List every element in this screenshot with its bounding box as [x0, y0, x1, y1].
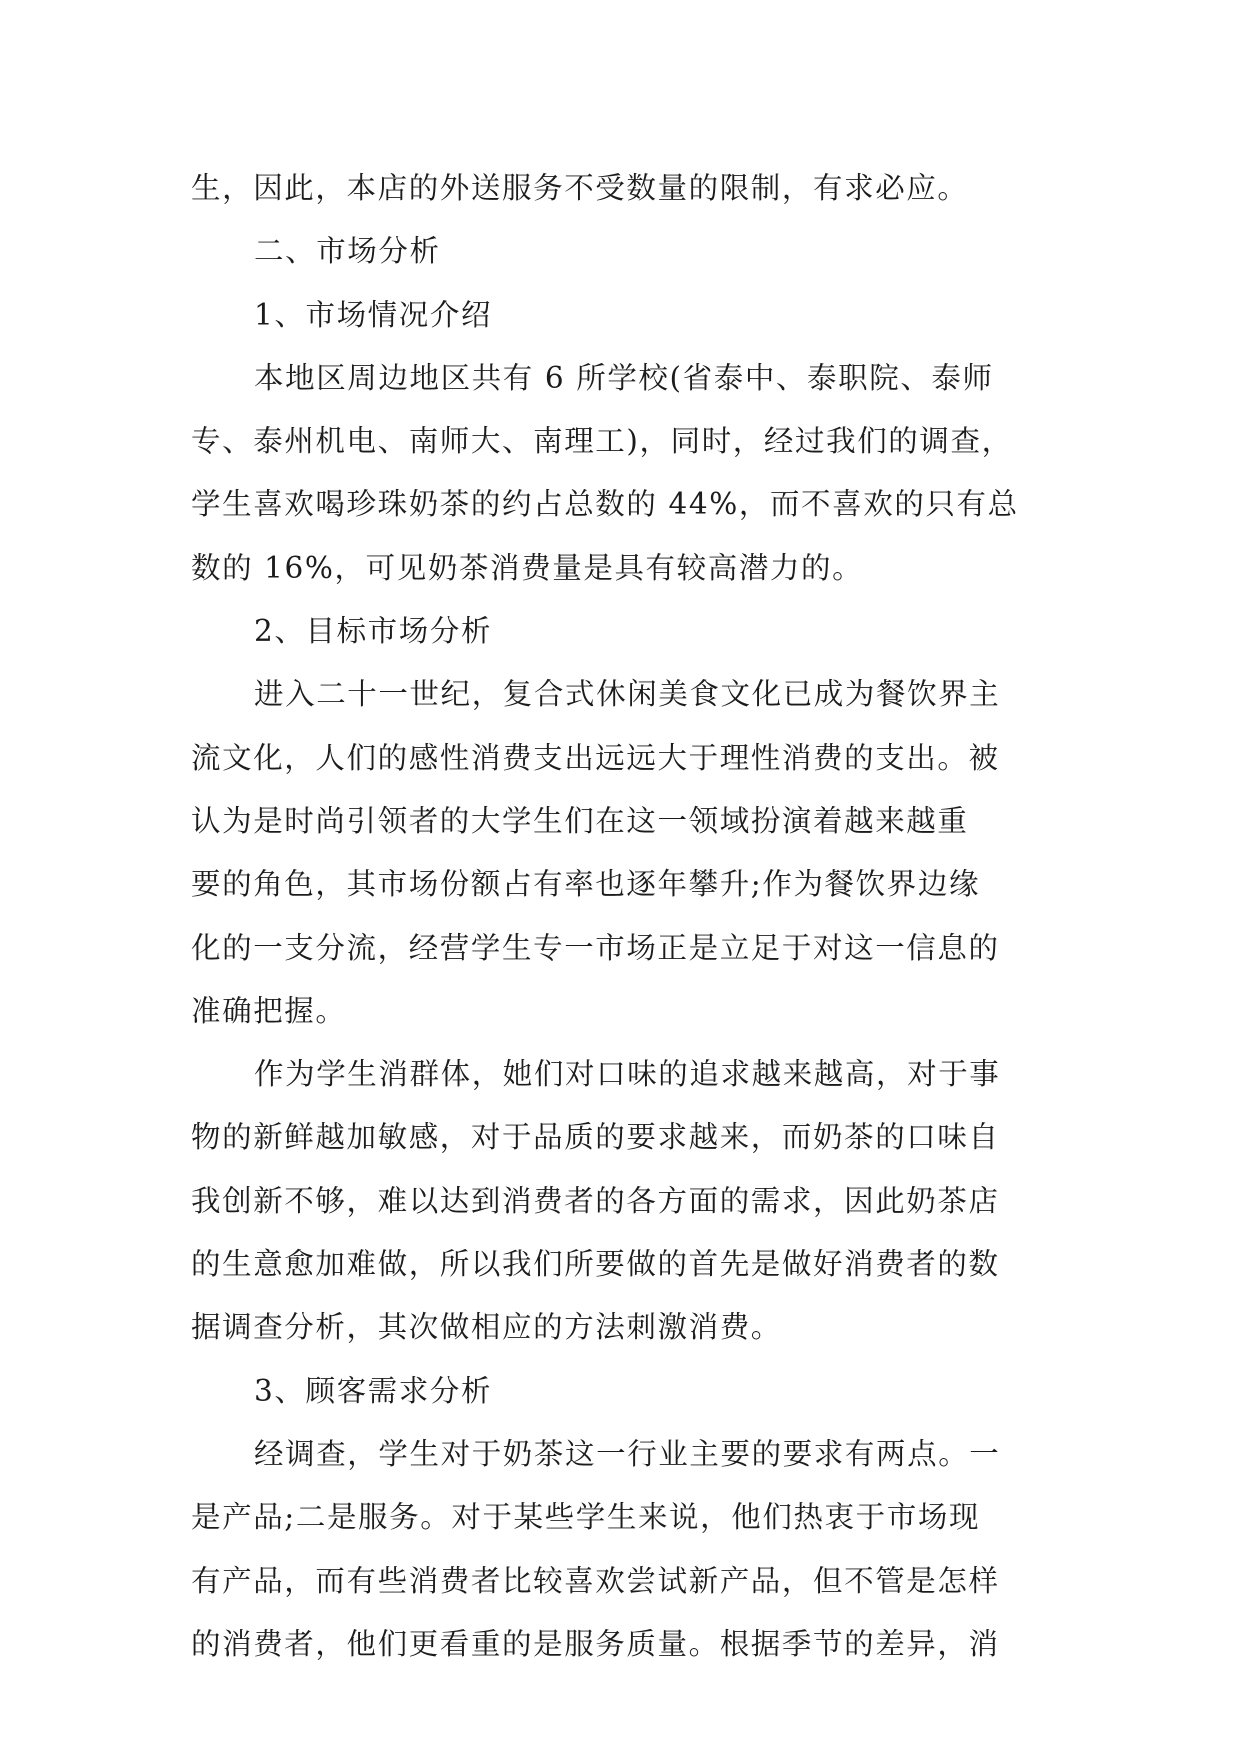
text-line: 的生意愈加难做，所以我们所要做的首先是做好消费者的数: [191, 1247, 1000, 1282]
text-line: 化的一支分流，经营学生专一市场正是立足于对这一信息的: [191, 930, 1000, 965]
text-line: 认为是时尚引领者的大学生们在这一领域扮演着越来越重: [191, 803, 969, 838]
text-line: 生，因此，本店的外送服务不受数量的限制，有求必应。: [191, 171, 969, 205]
text-line: 专、泰州机电、南师大、南理工)，同时，经过我们的调查，: [191, 424, 1013, 459]
text-line: 学生喜欢喝珍珠奶茶的约占总数的 44%，而不喜欢的只有总: [191, 487, 1019, 522]
text-line: 作为学生消群体，她们对口味的追求越来越高，对于事: [254, 1057, 1001, 1092]
text-line: 本地区周边地区共有 6 所学校(省泰中、泰职院、泰师: [254, 360, 994, 395]
text-line: 二、市场分析: [254, 234, 441, 269]
text-line: 进入二十一世纪，复合式休闲美食文化已成为餐饮界主: [254, 677, 1001, 712]
text-line: 流文化，人们的感性消费支出远远大于理性消费的支出。被: [191, 740, 1000, 775]
text-line: 要的角色，其市场份额占有率也逐年攀升;作为餐饮界边缘: [191, 867, 981, 902]
document-body: [191, 157, 1051, 1676]
text-line: 有产品，而有些消费者比较喜欢尝试新产品，但不管是怎样: [191, 1563, 1000, 1598]
text-line: 我创新不够，难以达到消费者的各方面的需求，因此奶茶店: [191, 1183, 1000, 1218]
text-line: 是产品;二是服务。对于某些学生来说，他们热衷于市场现: [191, 1500, 981, 1535]
text-line: 2、目标市场分析: [254, 614, 493, 649]
text-line: 1、市场情况介绍: [254, 297, 493, 332]
text-line: 物的新鲜越加敏感，对于品质的要求越来，而奶茶的口味自: [191, 1120, 1000, 1155]
text-line: 据调查分析，其次做相应的方法刺激消费。: [191, 1310, 782, 1345]
text-line: 的消费者，他们更看重的是服务质量。根据季节的差异，消: [191, 1626, 1000, 1661]
text-line: 3、顾客需求分析: [254, 1373, 493, 1408]
text-line: 经调查，学生对于奶茶这一行业主要的要求有两点。一: [254, 1436, 1001, 1471]
text-line: 准确把握。: [191, 993, 347, 1028]
text-line: 数的 16%，可见奶茶消费量是具有较高潜力的。: [191, 550, 864, 585]
